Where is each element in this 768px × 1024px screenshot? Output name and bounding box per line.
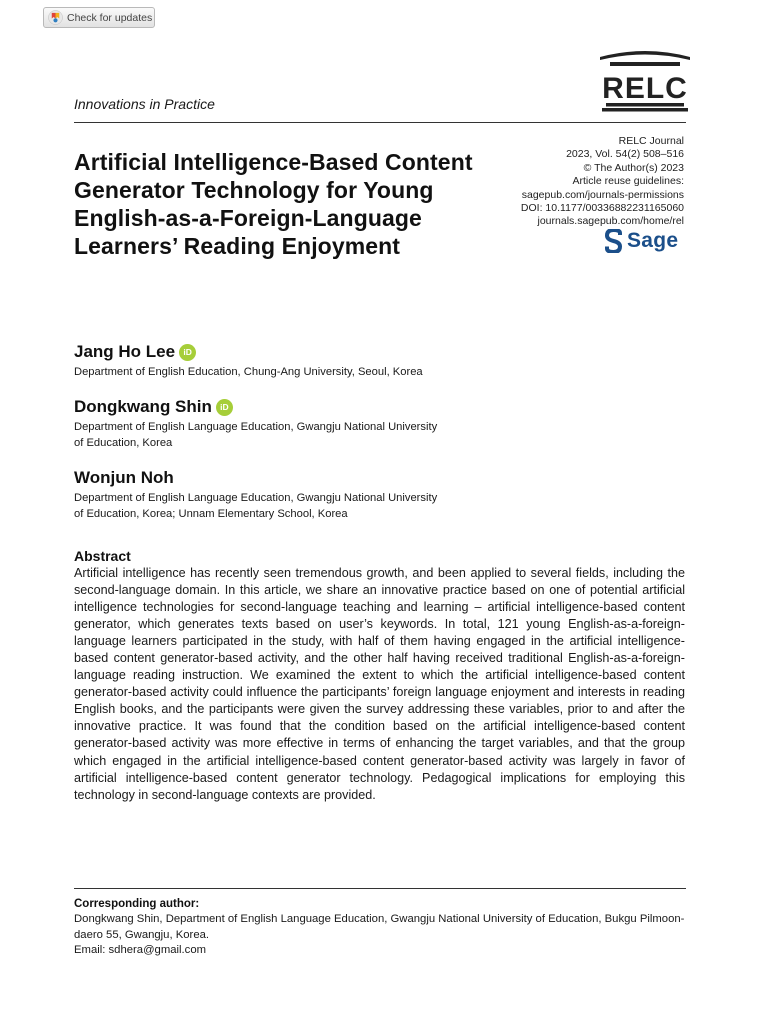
author-name[interactable]: Wonjun Noh bbox=[74, 468, 174, 487]
author-affiliation: of Education, Korea; Unnam Elementary School, Korea bbox=[74, 507, 348, 520]
author-affiliation: Department of English Language Education, Gwangju National University bbox=[74, 421, 438, 433]
relc-logo-text: RELC bbox=[602, 72, 688, 105]
journal-home-link[interactable]: journals.sagepub.com/home/rel bbox=[537, 215, 684, 228]
relc-logo bbox=[598, 48, 692, 112]
article-title: Artificial Intelligence-Based Content Generator Technology for Young English-as-a-Foreign-Language Learners’ Reading Enjoyment bbox=[74, 149, 473, 259]
check-updates-label: Check for updates bbox=[67, 11, 153, 24]
author-name[interactable]: Jang Ho Lee bbox=[74, 342, 176, 361]
corresponding-email-row bbox=[74, 943, 686, 959]
corresponding-address: Dongkwang Shin, Department of English Language Education, Gwangju National University of Education, Bukgu Pilmoon-daero 55, Gwangju, Korea. bbox=[74, 913, 685, 941]
email-link[interactable]: sdhera@gmail.com bbox=[108, 944, 207, 956]
sage-wordmark: Sage bbox=[627, 229, 679, 252]
check-for-updates-button[interactable] bbox=[43, 7, 155, 28]
journal-volume: 2023, Vol. 54(2) 508–516 bbox=[566, 148, 684, 161]
abstract-heading: Abstract bbox=[74, 548, 131, 564]
check-updates-icon bbox=[48, 10, 63, 25]
reuse-label: Article reuse guidelines: bbox=[572, 175, 684, 188]
author-affiliation: Department of English Education, Chung-Ang University, Seoul, Korea bbox=[74, 366, 423, 378]
orcid-icon[interactable]: iD bbox=[179, 344, 196, 361]
abstract-body: Artificial intelligence has recently seen tremendous growth, and been applied to several fields, including the second-language domain. In this article, we share an innovative practice based on one of potential artificial intelligence technologies for second-language teaching and learning – artificial intelligence-based content generator, which generates texts based on user’s keywords. In total, 121 young English-as-a-foreign-language learners participated in the study, with half of them having engaged in the artificial intelligence-based content generator-based activity, and the other half having received traditional English-as-a-foreign-language reading instruction. We examined the extent to which the artificial intelligence-based content generator-based activity could influence the participants’ foreign language enjoyment and interests in reading English books, and the participants were given the survey addressing these variables, prior to and after the innovative practice. It was found that the condition based on the artificial intelligence-based content generator-based activity was more effective in terms of enhancing the target variables, and that the group which engaged in the artificial intelligence-based content generator-based activity was largely in favor of artificial intelligence-based content generator technology. Pedagogical implications for employing this technology in second-language contexts are provided. bbox=[74, 566, 685, 802]
author-affiliation: of Education, Korea bbox=[74, 436, 173, 449]
doi-link[interactable]: DOI: 10.1177/00336882231165060 bbox=[520, 202, 684, 215]
author-block bbox=[74, 397, 504, 451]
author-block bbox=[74, 342, 504, 381]
reuse-link[interactable]: sagepub.com/journals-permissions bbox=[521, 188, 684, 201]
copyright-notice: © The Author(s) 2023 bbox=[583, 161, 684, 174]
footnote-divider bbox=[74, 888, 686, 889]
header-divider bbox=[74, 122, 686, 123]
sage-s-icon bbox=[604, 229, 623, 253]
sage-logo bbox=[604, 229, 678, 253]
corresponding-heading: Corresponding author: bbox=[74, 898, 200, 910]
author-block bbox=[74, 468, 504, 522]
email-label: Email: bbox=[74, 944, 106, 956]
author-affiliation: Department of English Language Education, Gwangju National University bbox=[74, 492, 438, 504]
corresponding-author-section bbox=[74, 897, 686, 959]
author-name[interactable]: Dongkwang Shin bbox=[74, 397, 212, 416]
orcid-icon[interactable]: iD bbox=[216, 399, 233, 416]
abstract-section bbox=[74, 547, 685, 804]
section-label: Innovations in Practice bbox=[74, 96, 215, 112]
journal-meta bbox=[444, 135, 684, 229]
journal-name: RELC Journal bbox=[618, 135, 684, 147]
